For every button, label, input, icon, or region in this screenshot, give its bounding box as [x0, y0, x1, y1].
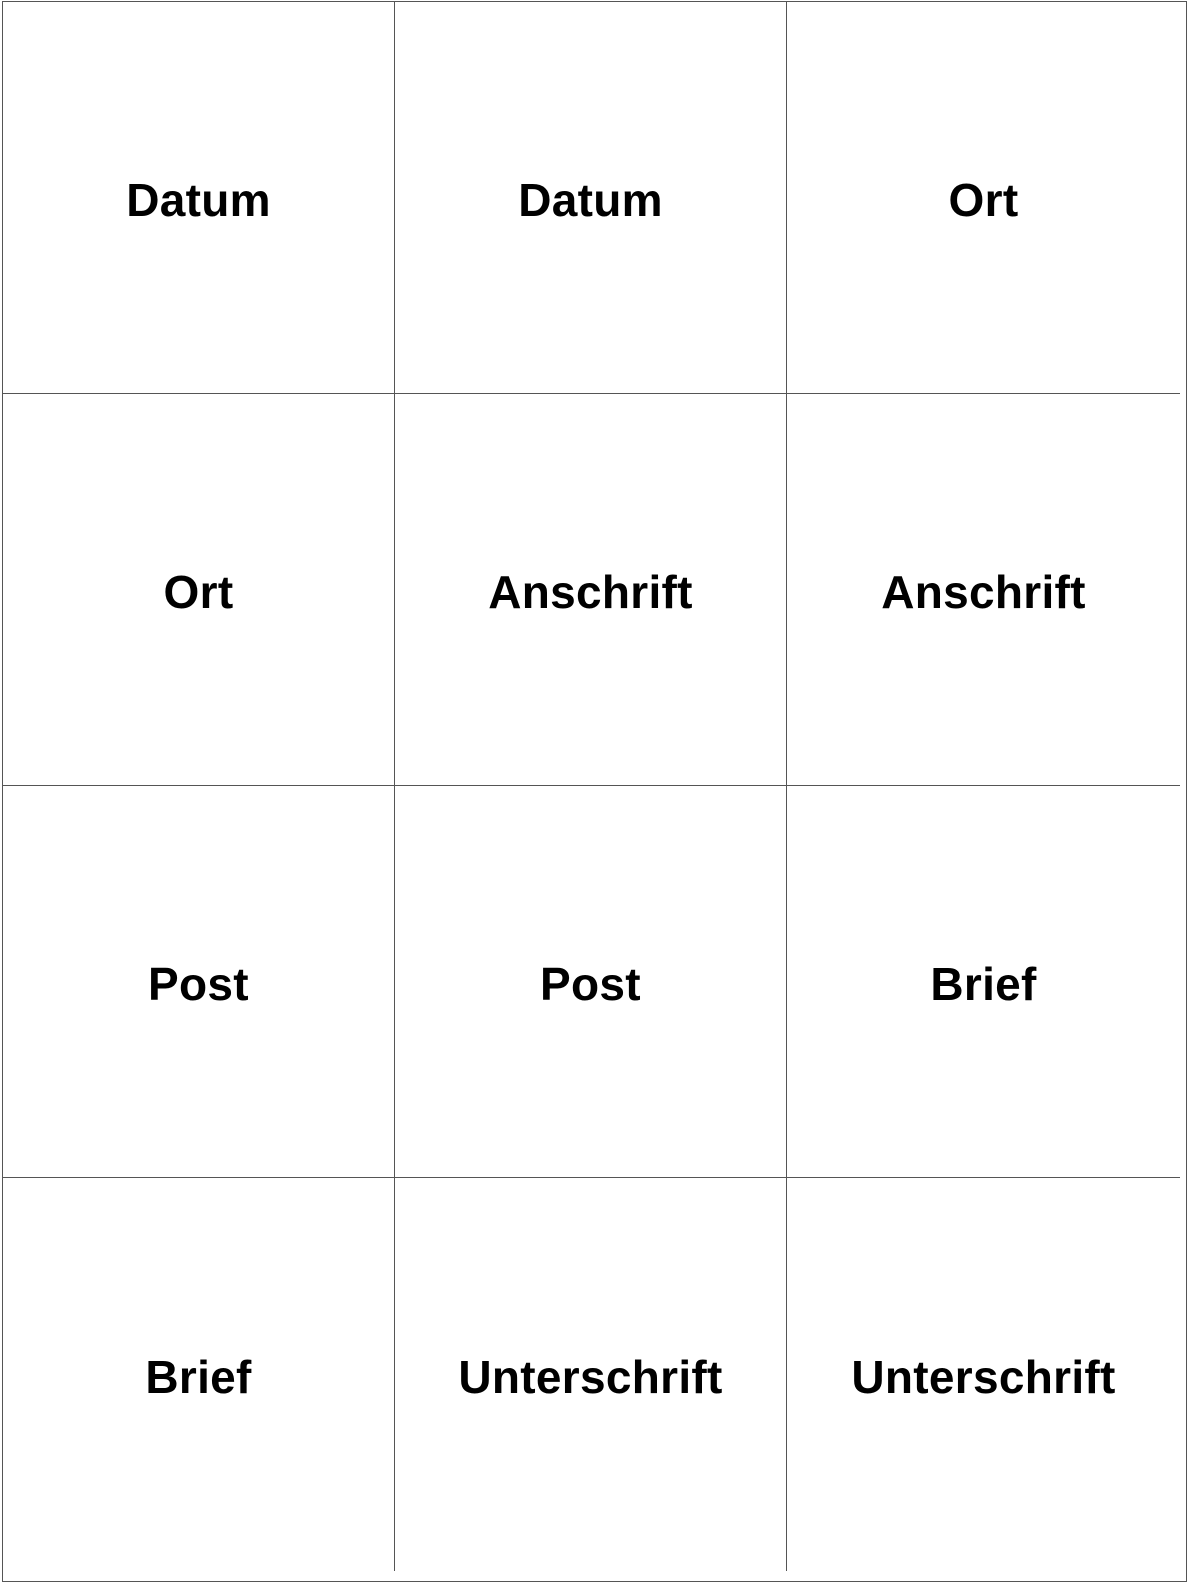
- card-word: Anschrift: [488, 565, 693, 618]
- word-card: [395, 394, 787, 786]
- word-card: [3, 1178, 395, 1571]
- card-word: Datum: [518, 173, 663, 226]
- card-word: Brief: [930, 957, 1037, 1010]
- card-word: Brief: [145, 1350, 252, 1403]
- card-word: Post: [148, 957, 249, 1010]
- word-card: [395, 2, 787, 394]
- word-card: [3, 394, 395, 786]
- card-word: Datum: [126, 173, 271, 226]
- word-card: [3, 2, 395, 394]
- card-word: Ort: [163, 565, 234, 618]
- word-card: [395, 1178, 787, 1571]
- word-card: [787, 1178, 1180, 1571]
- word-card: [395, 786, 787, 1178]
- card-word: Unterschrift: [458, 1350, 723, 1403]
- card-word: Ort: [948, 173, 1019, 226]
- word-card: [787, 2, 1180, 394]
- card-word: Post: [540, 957, 641, 1010]
- word-card-sheet: [2, 1, 1187, 1582]
- word-card: [787, 394, 1180, 786]
- word-card: [787, 786, 1180, 1178]
- word-card: [3, 786, 395, 1178]
- card-word: Anschrift: [881, 565, 1086, 618]
- card-word: Unterschrift: [851, 1350, 1116, 1403]
